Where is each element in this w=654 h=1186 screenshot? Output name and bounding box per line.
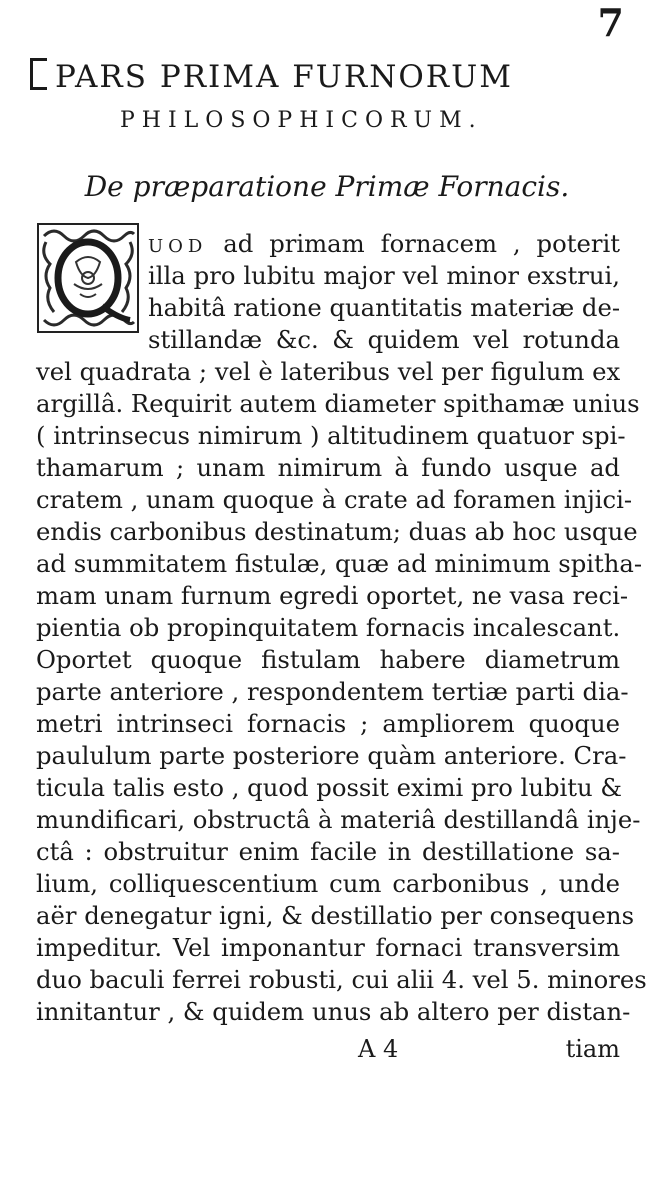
body-line-19: mundificari, obstructâ à materiâ destillandâ inje- bbox=[36, 805, 641, 834]
catchword: tiam bbox=[565, 1035, 620, 1063]
section-heading: De præparatione Primæ Fornacis. bbox=[84, 170, 570, 203]
page-footer bbox=[358, 1035, 620, 1063]
first-word: UOD bbox=[148, 236, 208, 257]
section-mark-icon bbox=[30, 58, 47, 90]
body-line-25: innitantur , & quidem unus ab altero per distan- bbox=[36, 997, 631, 1026]
body-line-17: paululum parte posteriore quàm anteriore. Cra- bbox=[36, 741, 627, 770]
body-line-10: endis carbonibus destinatum; duas ab hoc usque bbox=[36, 517, 638, 546]
body-line-16: metri intrinseci fornacis ; ampliorem quoque bbox=[36, 709, 620, 738]
title-line-1: PARS PRIMA FURNORUM bbox=[55, 59, 513, 95]
body-line-3: habitâ ratione quantitatis materiæ de- bbox=[148, 293, 621, 322]
body-line-15: parte anteriore , respondentem tertiæ parti dia- bbox=[36, 677, 629, 706]
body-line-13: pientia ob propinquitatem fornacis incalescant. bbox=[36, 613, 621, 642]
body-line-6: argillâ. Requirit autem diameter spithamæ unius bbox=[36, 389, 640, 418]
ornament-initial-icon bbox=[36, 222, 140, 334]
body-line-12: mam unam furnum egredi oportet, ne vasa reci- bbox=[36, 581, 629, 610]
body-line-14: Oportet quoque fistulam habere diametrum bbox=[36, 645, 620, 674]
body-line-9: cratem , unam quoque à crate ad foramen injici- bbox=[36, 485, 633, 514]
body-line-20: ctâ : obstruitur enim facile in destillatione sa- bbox=[36, 837, 620, 866]
body-line-23: impeditur. Vel imponantur fornaci transversim bbox=[36, 933, 620, 962]
decorated-initial bbox=[36, 222, 140, 334]
body-line-21: lium, colliquescentium cum carbonibus , unde bbox=[36, 869, 620, 898]
body-line-11: ad summitatem fistulæ, quæ ad minimum spitha- bbox=[36, 549, 643, 578]
body-line-18: ticula talis esto , quod possit eximi pro lubitu & bbox=[36, 773, 623, 802]
chapter-subtitle: PHILOSOPHICORUM. bbox=[120, 108, 483, 133]
signature-mark: A 4 bbox=[358, 1035, 399, 1063]
body-line-2: illa pro lubitu major vel minor exstrui, bbox=[148, 261, 620, 290]
body-line-22: aër denegatur igni, & destillatio per consequens bbox=[36, 901, 635, 930]
body-line-1: UOD ad primam fornacem , poterit bbox=[148, 229, 620, 258]
body-line-4: stillandæ &c. & quidem vel rotunda bbox=[148, 325, 620, 354]
body-line-8: thamarum ; unam nimirum à fundo usque ad bbox=[36, 453, 620, 482]
body-line-24: duo baculi ferrei robusti, cui alii 4. vel 5. minores bbox=[36, 965, 647, 994]
body-line-5: vel quadrata ; vel è lateribus vel per figulum ex bbox=[36, 357, 621, 386]
chapter-title bbox=[30, 58, 513, 95]
page-number: 7 bbox=[597, 0, 624, 45]
body-line-7: ( intrinsecus nimirum ) altitudinem quatuor spi- bbox=[36, 421, 626, 450]
